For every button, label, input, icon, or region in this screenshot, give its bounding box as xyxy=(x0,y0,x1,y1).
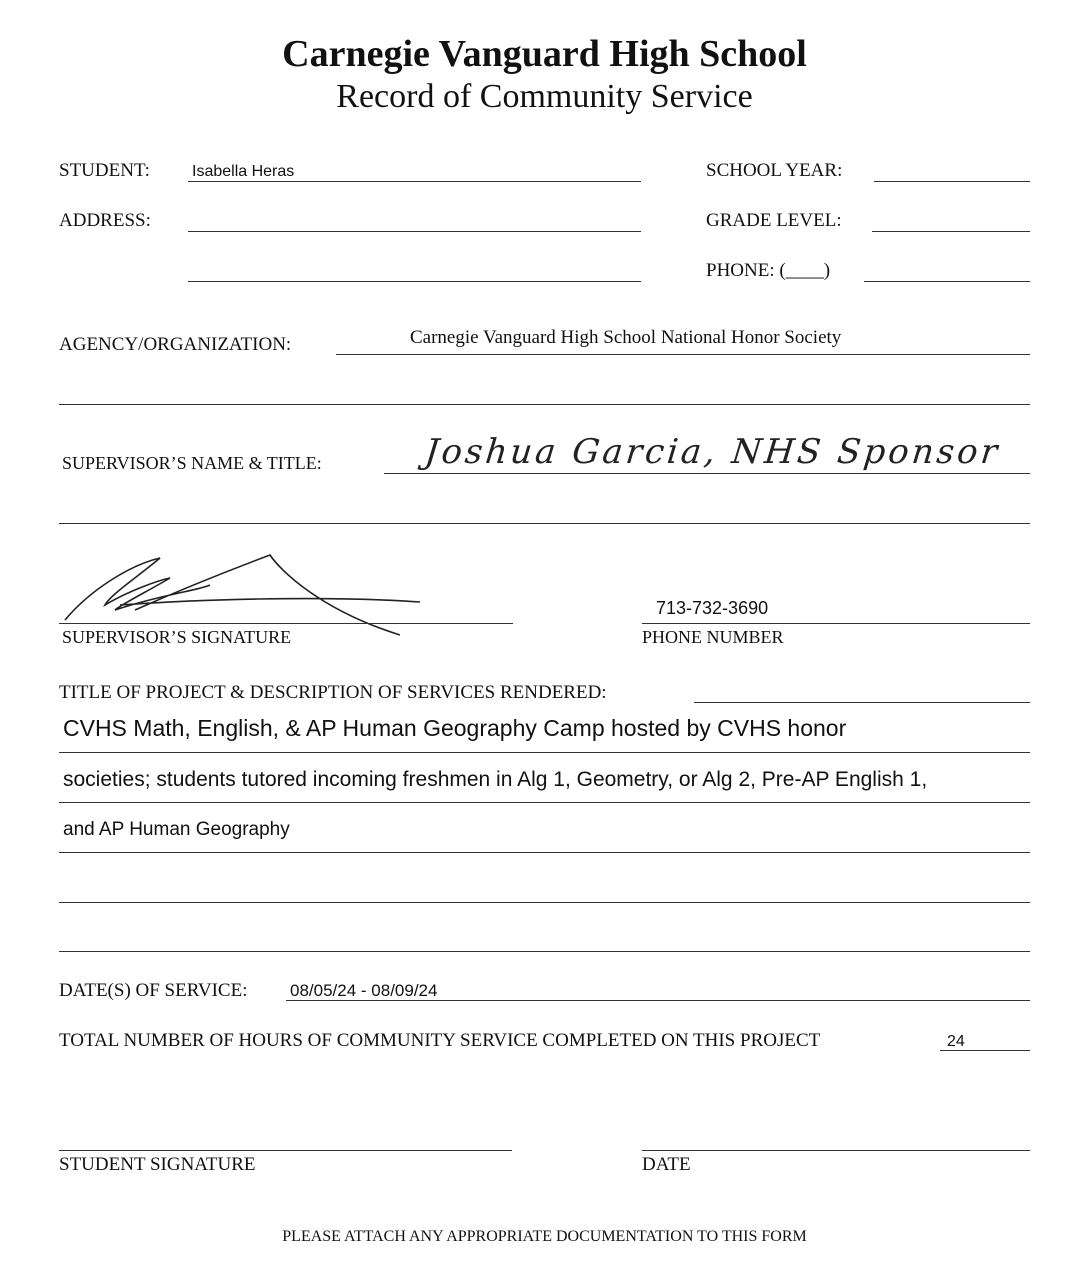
footer-note: PLEASE ATTACH ANY APPROPRIATE DOCUMENTATION TO THIS FORM xyxy=(282,1228,807,1245)
grade-level-label: GRADE LEVEL: xyxy=(706,210,842,231)
school-year-field[interactable] xyxy=(874,181,1030,182)
student-value: Isabella Heras xyxy=(192,163,295,180)
phone-label: PHONE: (____) xyxy=(706,260,831,281)
project-line-1: CVHS Math, English, & AP Human Geography Camp hosted by CVHS honor xyxy=(63,715,847,741)
project-line-3: and AP Human Geography xyxy=(63,819,290,840)
phone-number-value: 713-732-3690 xyxy=(656,598,769,618)
address-field-1[interactable] xyxy=(188,231,641,232)
phone-number-label: PHONE NUMBER xyxy=(642,627,784,647)
supervisor-label: SUPERVISOR’S NAME & TITLE: xyxy=(62,453,322,473)
address-field-2[interactable] xyxy=(188,281,641,282)
hours-label: TOTAL NUMBER OF HOURS OF COMMUNITY SERVICE COMPLETED ON THIS PROJECT xyxy=(59,1030,821,1051)
hours-value: 24 xyxy=(947,1033,965,1050)
phone-field[interactable] xyxy=(864,281,1030,282)
project-label: TITLE OF PROJECT & DESCRIPTION OF SERVICES RENDERED: xyxy=(59,682,607,703)
project-line-2: societies; students tutored incoming freshmen in Alg 1, Geometry, or Alg 2, Pre-AP English 1, xyxy=(63,768,928,791)
dates-value: 08/05/24 - 08/09/24 xyxy=(290,981,438,1000)
agency-field-2[interactable] xyxy=(59,404,1030,405)
student-field[interactable] xyxy=(188,181,641,182)
project-field-5[interactable] xyxy=(59,951,1030,952)
supervisor-field-2[interactable] xyxy=(59,523,1030,524)
project-field-0[interactable] xyxy=(694,702,1030,703)
supervisor-value: Joshua Garcia, NHS Sponsor xyxy=(422,432,1003,472)
phone-number-field[interactable] xyxy=(642,623,1030,624)
form-subtitle: Record of Community Service xyxy=(336,78,753,115)
date-label: DATE xyxy=(642,1154,691,1175)
student-signature-field[interactable] xyxy=(59,1150,512,1151)
school-year-label: SCHOOL YEAR: xyxy=(706,160,843,181)
address-label: ADDRESS: xyxy=(59,210,151,231)
dates-label: DATE(S) OF SERVICE: xyxy=(59,980,248,1001)
student-label: STUDENT: xyxy=(59,160,150,181)
agency-label: AGENCY/ORGANIZATION: xyxy=(59,334,292,355)
project-field-4[interactable] xyxy=(59,902,1030,903)
date-field[interactable] xyxy=(642,1150,1030,1151)
project-field-3[interactable] xyxy=(59,852,1030,853)
supervisor-field[interactable] xyxy=(384,473,1030,474)
supervisor-signature-field[interactable] xyxy=(59,623,513,624)
project-field-2[interactable] xyxy=(59,802,1030,803)
grade-level-field[interactable] xyxy=(872,231,1030,232)
agency-value: Carnegie Vanguard High School National Honor Society xyxy=(410,327,842,348)
agency-field[interactable] xyxy=(336,354,1030,355)
school-title: Carnegie Vanguard High School xyxy=(282,33,807,75)
project-field-1[interactable] xyxy=(59,752,1030,753)
student-signature-label: STUDENT SIGNATURE xyxy=(59,1154,256,1175)
supervisor-signature-label: SUPERVISOR’S SIGNATURE xyxy=(62,627,292,647)
